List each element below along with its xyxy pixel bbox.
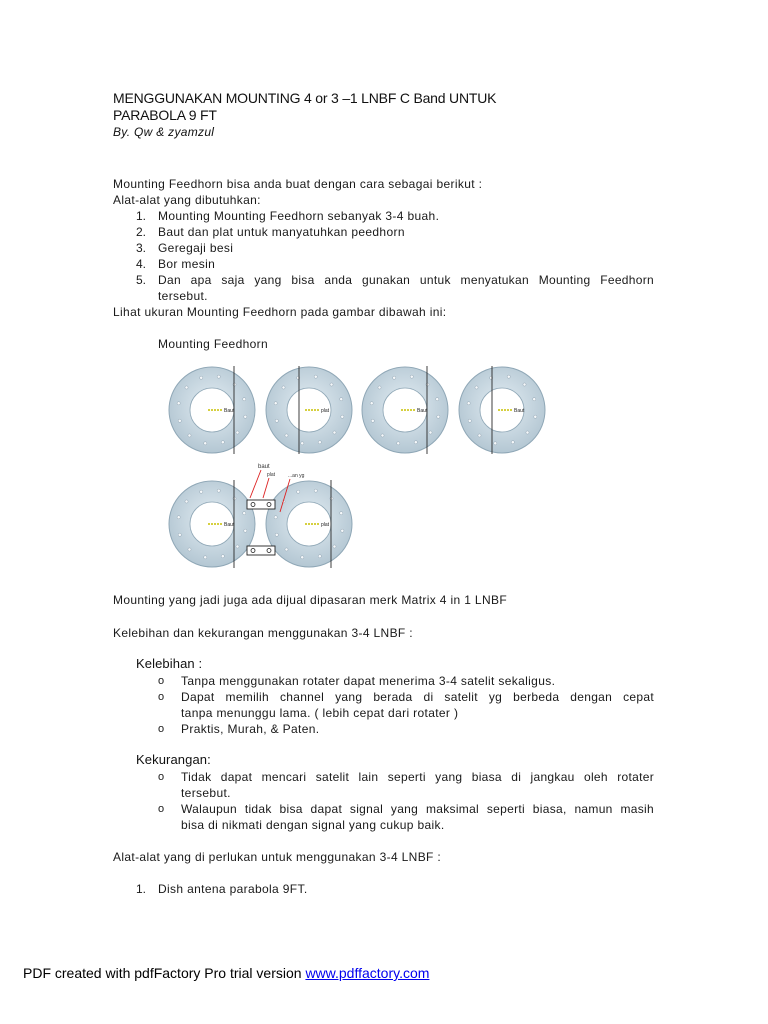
pros-item: Tanpa menggunakan rotater dapat menerima 3-4 satelit sekaligus. bbox=[181, 674, 556, 688]
feedhorn-ring bbox=[459, 366, 545, 454]
tool-number: 4. bbox=[136, 257, 147, 271]
needed-item: Dish antena parabola 9FT. bbox=[158, 882, 308, 896]
feedhorn-ring bbox=[169, 480, 255, 568]
bullet-marker: o bbox=[158, 723, 165, 735]
tool-number: 2. bbox=[136, 225, 147, 239]
doc-title-line-2: PARABOLA 9 FT bbox=[113, 107, 217, 123]
figure-label-baut bbox=[258, 464, 270, 470]
cons-item-continued: bisa di nikmati dengan signal yang cukup baik. bbox=[181, 818, 445, 832]
needed-paragraph: Alat-alat yang di perlukan untuk menggunakan 3-4 LNBF : bbox=[113, 850, 442, 864]
tool-item-continued: tersebut. bbox=[158, 289, 208, 303]
doc-title-line-1: MENGGUNAKAN MOUNTING 4 or 3 –1 LNBF C Band UNTUK bbox=[113, 90, 497, 106]
ring-label: Baut bbox=[417, 408, 428, 414]
footer-link[interactable]: www.pdffactory.com bbox=[305, 965, 430, 981]
bullet-marker: o bbox=[158, 691, 165, 703]
feedhorn-ring bbox=[266, 366, 352, 454]
feedhorn-ring bbox=[266, 480, 352, 568]
cons-item: Walaupun tidak bisa dapat signal yang maksimal seperti biasa, namun masih bbox=[181, 802, 654, 816]
tool-number: 1. bbox=[136, 209, 147, 223]
pdf-footer bbox=[23, 965, 429, 981]
cons-heading: Kekurangan: bbox=[136, 752, 211, 767]
tool-item: Mounting Mounting Feedhorn sebanyak 3-4 buah. bbox=[158, 209, 440, 223]
proscons-paragraph: Kelebihan dan kekurangan menggunakan 3-4 LNBF : bbox=[113, 626, 413, 640]
tool-item: Dan apa saja yang bisa anda gunakan untuk menyatukan Mounting Feedhorn bbox=[158, 273, 654, 287]
figure-label-feedhorn bbox=[288, 473, 305, 479]
bullet-marker: o bbox=[158, 803, 165, 815]
pros-heading: Kelebihan : bbox=[136, 656, 203, 671]
label-leader-line bbox=[263, 478, 269, 498]
tool-number: 5. bbox=[136, 273, 147, 287]
label-leader-line bbox=[250, 470, 261, 498]
ring-label: Baut bbox=[514, 408, 525, 414]
join-plate bbox=[247, 500, 275, 509]
cons-item: Tidak dapat mencari satelit lain seperti yang biasa di jangkau oleh rotater bbox=[181, 770, 654, 784]
figure-caption: Mounting Feedhorn bbox=[158, 337, 269, 351]
feedhorn-ring bbox=[169, 366, 255, 454]
feedhorn-ring bbox=[362, 366, 448, 454]
tool-item: Baut dan plat untuk manyatuhkan peedhorn bbox=[158, 225, 405, 239]
pros-item: Praktis, Murah, & Paten. bbox=[181, 722, 320, 736]
tool-number: 3. bbox=[136, 241, 147, 255]
join-plate bbox=[247, 546, 275, 555]
matrix-paragraph: Mounting yang jadi juga ada dijual dipasaran merk Matrix 4 in 1 LNBF bbox=[113, 593, 508, 607]
intro-paragraph: Mounting Feedhorn bisa anda buat dengan cara sebagai berikut : bbox=[113, 177, 483, 191]
pros-item-continued: tanpa menunggu lama. ( lebih cepat dari rotater ) bbox=[181, 706, 459, 720]
footer-text: PDF created with pdfFactory Pro trial version bbox=[23, 965, 306, 981]
bullet-marker: o bbox=[158, 675, 165, 687]
mounting-feedhorn-figure bbox=[168, 362, 558, 580]
tool-item: Geregaji besi bbox=[158, 241, 234, 255]
figure-label-plat bbox=[267, 472, 276, 478]
ring-label: Baut bbox=[224, 522, 235, 528]
needed-number: 1. bbox=[136, 882, 147, 896]
pros-item: Dapat memilih channel yang berada di satelit yg berbeda dengan cepat bbox=[181, 690, 654, 704]
cons-item-continued: tersebut. bbox=[181, 786, 231, 800]
svg-text:baut: baut bbox=[258, 464, 270, 470]
svg-text:...an yg: ...an yg bbox=[288, 473, 305, 479]
bullet-marker: o bbox=[158, 771, 165, 783]
tools-heading: Alat-alat yang dibutuhkan: bbox=[113, 193, 261, 207]
doc-author: By. Qw & zyamzul bbox=[113, 125, 215, 139]
svg-text:plat: plat bbox=[267, 472, 276, 478]
ring-label: Baut bbox=[224, 408, 235, 414]
ring-label: plat bbox=[321, 408, 330, 414]
tool-item: Bor mesin bbox=[158, 257, 216, 271]
ring-label: plat bbox=[321, 522, 330, 528]
see-size-paragraph: Lihat ukuran Mounting Feedhorn pada gambar dibawah ini: bbox=[113, 305, 447, 319]
